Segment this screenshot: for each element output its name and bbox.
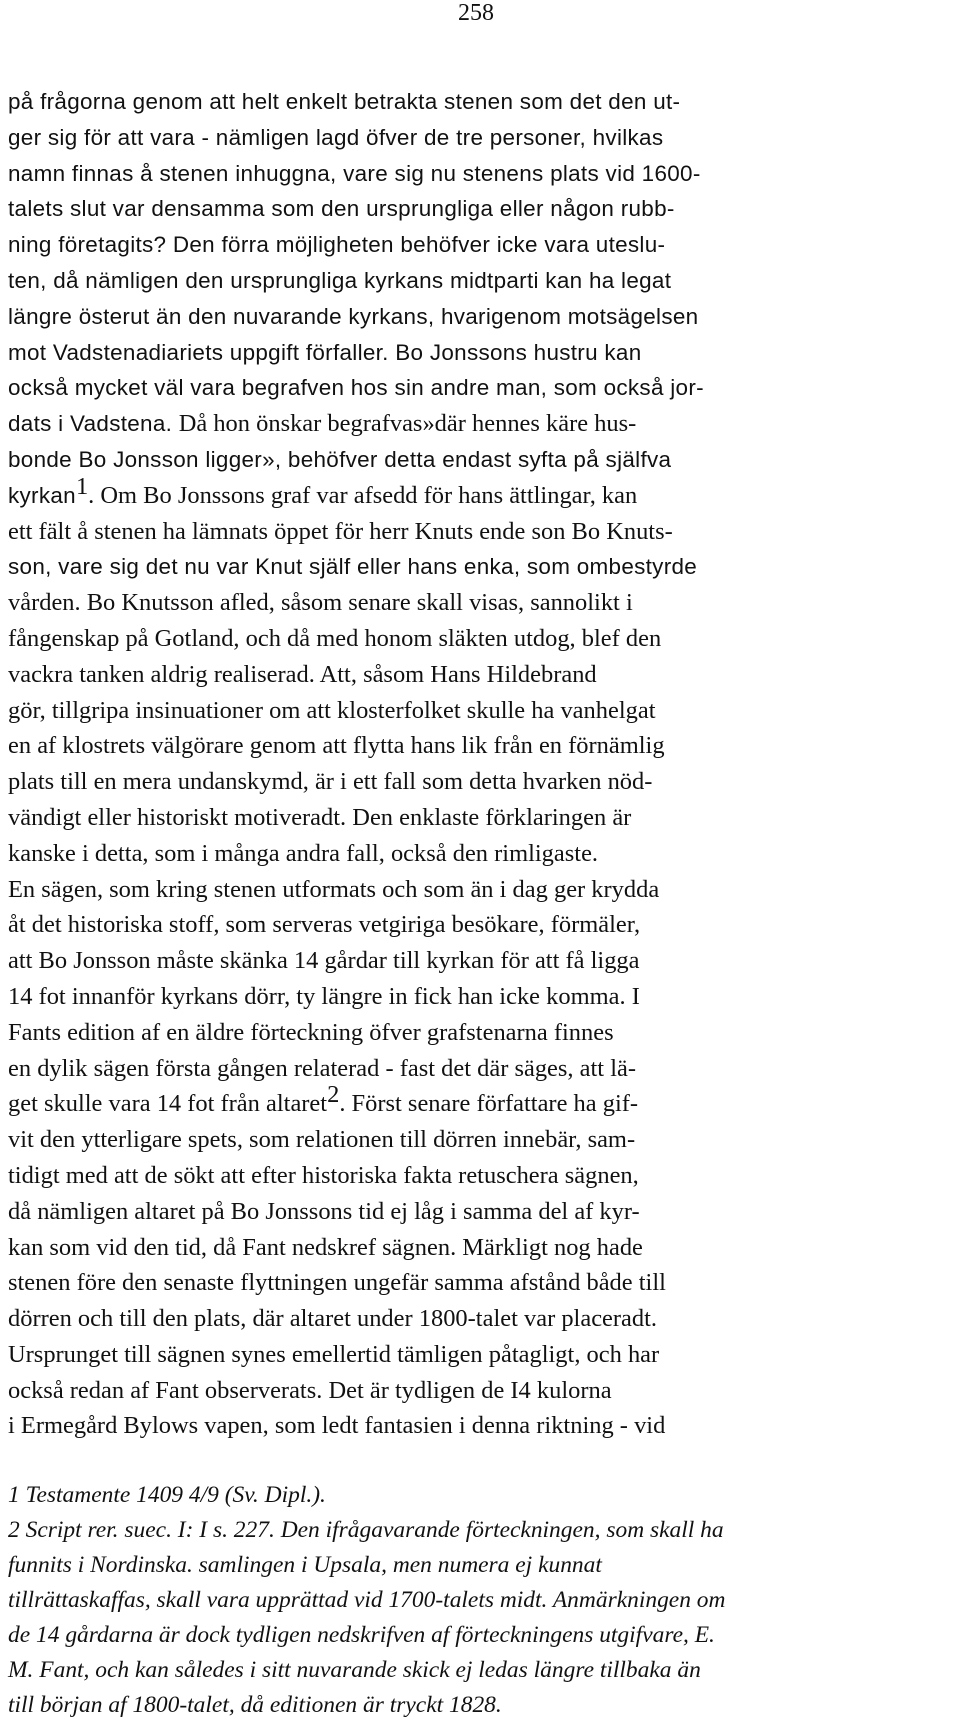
text-line — [8, 549, 956, 585]
text-line — [8, 472, 956, 514]
text-fragment: åt det historiska stoff, som serveras vetgiriga besökare, förmäler, — [8, 911, 641, 939]
footnote-line: 2 Script rer. suec. I: I s. 227. Den ifrågavarande förteckningen, som skall ha — [8, 1517, 724, 1543]
footnote-reference: 1 — [75, 472, 89, 500]
text-fragment: vackra tanken aldrig realiserad. Att, såsom Hans Hildebrand — [8, 660, 597, 688]
text-line — [8, 872, 956, 908]
footnote-line: till början af 1800-talet, då editionen är tryckt 1828. — [8, 1692, 502, 1718]
text-fragment: gör, tillgripa insinuationer om att klosterfolket skulle ha vanhelgat — [8, 696, 656, 724]
text-line — [8, 585, 956, 621]
text-fragment: . Om Bo Jonssons graf var afsedd för hans ättlingar, kan — [88, 481, 638, 509]
text-fragment: en af klostrets välgörare genom att flytta hans lik från en förnämlig — [8, 732, 665, 760]
text-fragment: ett fält å stenen ha lämnats öppet för herr Knuts ende son Bo Knuts- — [8, 517, 673, 545]
footnote-line: de 14 gårdarna är dock tydligen nedskrifven af förteckningens utgifvare, E. — [8, 1622, 715, 1648]
text-fragment: att Bo Jonsson måste skänka 14 gårdar till kyrkan för att få ligga — [8, 947, 640, 975]
text-line — [8, 907, 956, 943]
text-line — [8, 1265, 956, 1301]
text-line — [8, 1373, 956, 1409]
text-fragment: tidigt med att de sökt att efter historiska fakta retuschera sägnen, — [8, 1161, 639, 1189]
text-line — [8, 836, 956, 872]
footnote-line: funnits i Nordinska. samlingen i Upsala, men numera ej kunnat — [8, 1552, 602, 1578]
text-line — [8, 299, 956, 335]
text-fragment: son, vare sig det nu var Knut själf eller hans enka, som ombestyrde — [8, 554, 698, 580]
text-line — [8, 335, 956, 371]
text-fragment: get skulle vara 14 fot från altaret — [8, 1090, 328, 1118]
text-fragment: . Först senare författare ha gif- — [339, 1090, 639, 1118]
text-fragment: kanske i detta, som i många andra fall, också den rimligaste. — [8, 839, 599, 867]
text-fragment: vändigt eller historiskt motiveradt. Den enklaste förklaringen är — [8, 803, 632, 831]
text-fragment: plats till en mera undanskymd, är i ett fall som detta hvarken nöd- — [8, 768, 653, 796]
footnote-line: 1 Testamente 1409 4/9 (Sv. Dipl.). — [8, 1482, 326, 1508]
text-line — [8, 1408, 956, 1444]
text-fragment: en dylik sägen första gången relaterad - fast det där säges, att lä- — [8, 1054, 636, 1082]
text-line — [8, 1230, 956, 1266]
text-line — [8, 1158, 956, 1194]
text-line — [8, 191, 956, 227]
text-line — [8, 1337, 956, 1373]
text-line — [8, 370, 956, 406]
text-fragment: i Ermegård Bylows vapen, som ledt fantasien i denna riktning - vid — [8, 1412, 666, 1440]
body-text — [8, 84, 958, 1444]
text-line — [8, 227, 956, 263]
text-line — [8, 1301, 956, 1337]
text-fragment: vit den ytterligare spets, som relationen till dörren innebär, sam- — [8, 1126, 636, 1154]
text-line — [8, 442, 956, 478]
text-line — [8, 693, 956, 729]
text-fragment: En sägen, som kring stenen utformats och som än i dag ger krydda — [8, 875, 660, 903]
footnote-line: tillrättaskaffas, skall vara upprättad vid 1700-talets midt. Anmärkningen om — [8, 1587, 726, 1613]
text-line — [8, 1015, 956, 1051]
text-fragment: dörren och till den plats, där altaret under 1800-talet var placeradt. — [8, 1305, 658, 1333]
text-line — [8, 657, 956, 693]
text-line — [8, 406, 956, 442]
text-fragment: också mycket väl vara begrafven hos sin andre man, som också jor- — [8, 375, 704, 401]
text-line — [8, 1081, 956, 1122]
text-line — [8, 1194, 956, 1230]
text-fragment: stenen före den senaste flyttningen ungefär samma afstånd både till — [8, 1269, 666, 1297]
text-fragment: ning företagits? Den förra möjligheten behöfver icke vara uteslu- — [8, 232, 666, 258]
footnotes — [8, 1478, 958, 1723]
text-line — [8, 1051, 956, 1087]
text-fragment: namn finnas å stenen inhuggna, vare sig nu stenens plats vid 1600- — [8, 160, 701, 186]
footnote-line: M. Fant, och kan således i sitt nuvarande skick ej ledas längre tillbaka än — [8, 1657, 701, 1683]
text-fragment: vården. Bo Knutsson afled, såsom senare skall visas, sannolikt i — [8, 589, 633, 617]
text-fragment: då nämligen altaret på Bo Jonssons tid ej låg i samma del af kyr- — [8, 1197, 640, 1225]
text-fragment: kan som vid den tid, då Fant nedskref sägnen. Märkligt nog hade — [8, 1233, 643, 1261]
text-fragment: också redan af Fant observerats. Det är tydligen de I4 kulorna — [8, 1376, 612, 1404]
text-fragment: kyrkan — [8, 482, 76, 508]
text-line — [8, 1122, 956, 1158]
text-line — [8, 156, 956, 192]
text-fragment: mot Vadstenadiariets uppgift förfaller. Bo Jonssons hustru kan — [8, 339, 642, 365]
text-line — [8, 979, 956, 1015]
footnote-reference: 2 — [327, 1081, 340, 1109]
text-fragment: bonde Bo Jonsson ligger», behöfver detta endast syfta på själfva — [8, 446, 672, 472]
text-line — [8, 263, 956, 299]
text-fragment: Fants edition af en äldre förteckning öfver grafstenarna finnes — [8, 1018, 614, 1046]
text-fragment: Ursprunget till sägnen synes emellertid tämligen påtagligt, och har — [8, 1340, 660, 1368]
text-line — [8, 943, 956, 979]
text-line — [8, 514, 956, 550]
text-line — [8, 728, 956, 764]
text-fragment: fångenskap på Gotland, och då med honom släkten utdog, blef den — [8, 624, 662, 652]
text-line — [8, 800, 956, 836]
text-fragment: längre österut än den nuvarande kyrkans, hvarigenom motsägelsen — [8, 303, 699, 329]
text-fragment: talets slut var densamma som den ursprungliga eller någon rubb- — [8, 196, 675, 222]
text-line — [8, 84, 956, 120]
text-line — [8, 764, 956, 800]
text-fragment: Då hon önskar begrafvas»där hennes käre hus- — [178, 410, 637, 438]
text-line — [8, 621, 956, 657]
page-number: 258 — [458, 0, 494, 26]
text-fragment: 14 fot innanför kyrkans dörr, ty längre in fick han icke komma. I — [8, 982, 640, 1010]
text-fragment: ten, då nämligen den ursprungliga kyrkans midtparti kan ha legat — [8, 267, 672, 293]
text-line — [8, 120, 956, 156]
text-fragment: ger sig för att vara - nämligen lagd öfver de tre personer, hvilkas — [8, 124, 664, 150]
text-fragment: dats i Vadstena. — [8, 411, 179, 437]
text-fragment: på frågorna genom att helt enkelt betrakta stenen som det den ut- — [8, 89, 681, 114]
